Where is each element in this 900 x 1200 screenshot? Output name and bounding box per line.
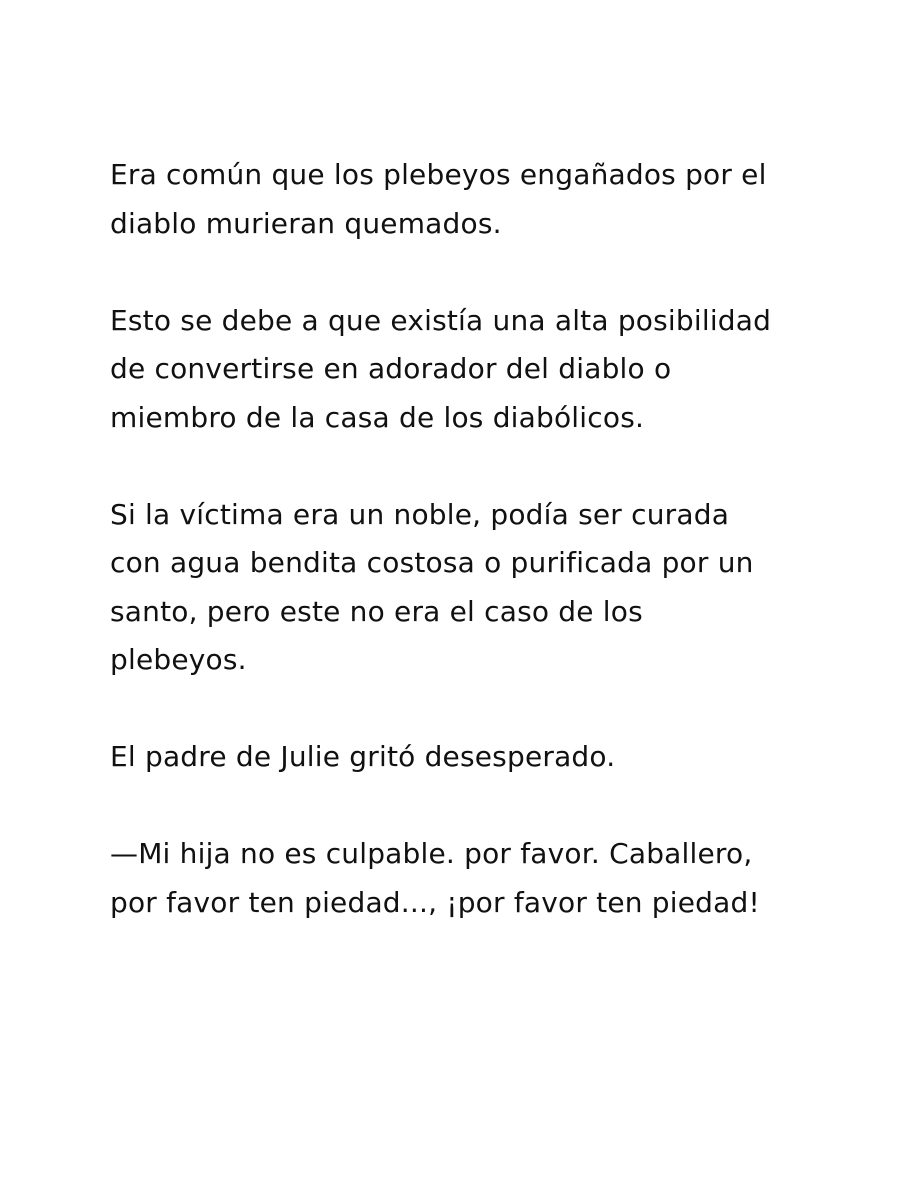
text-line: Era común que los plebeyos engañados por el bbox=[110, 158, 767, 191]
text-line: El padre de Julie gritó desesperado. bbox=[110, 740, 616, 773]
text-line: santo, pero este no era el caso de los bbox=[110, 594, 643, 628]
text-line: por favor ten piedad..., ¡por favor ten piedad! bbox=[110, 885, 760, 919]
text-line: Esto se debe a que existía una alta posibilidad bbox=[110, 303, 772, 337]
text-line: Si la víctima era un noble, podía ser curada bbox=[110, 497, 730, 531]
document-page bbox=[110, 151, 850, 927]
paragraph-2 bbox=[110, 297, 850, 443]
paragraph-1 bbox=[110, 151, 850, 248]
text-line: con agua bendita costosa o purificada por un bbox=[110, 546, 754, 579]
text-line: —Mi hija no es culpable. por favor. Caballero, bbox=[110, 837, 753, 870]
paragraph-4 bbox=[110, 733, 850, 782]
text-line: plebeyos. bbox=[110, 643, 247, 676]
paragraph-3 bbox=[110, 491, 850, 685]
paragraph-5-dialogue bbox=[110, 830, 850, 927]
text-line: miembro de la casa de los diabólicos. bbox=[110, 400, 645, 434]
text-line: de convertirse en adorador del diablo o bbox=[110, 352, 672, 385]
text-line: diablo murieran quemados. bbox=[110, 206, 502, 240]
